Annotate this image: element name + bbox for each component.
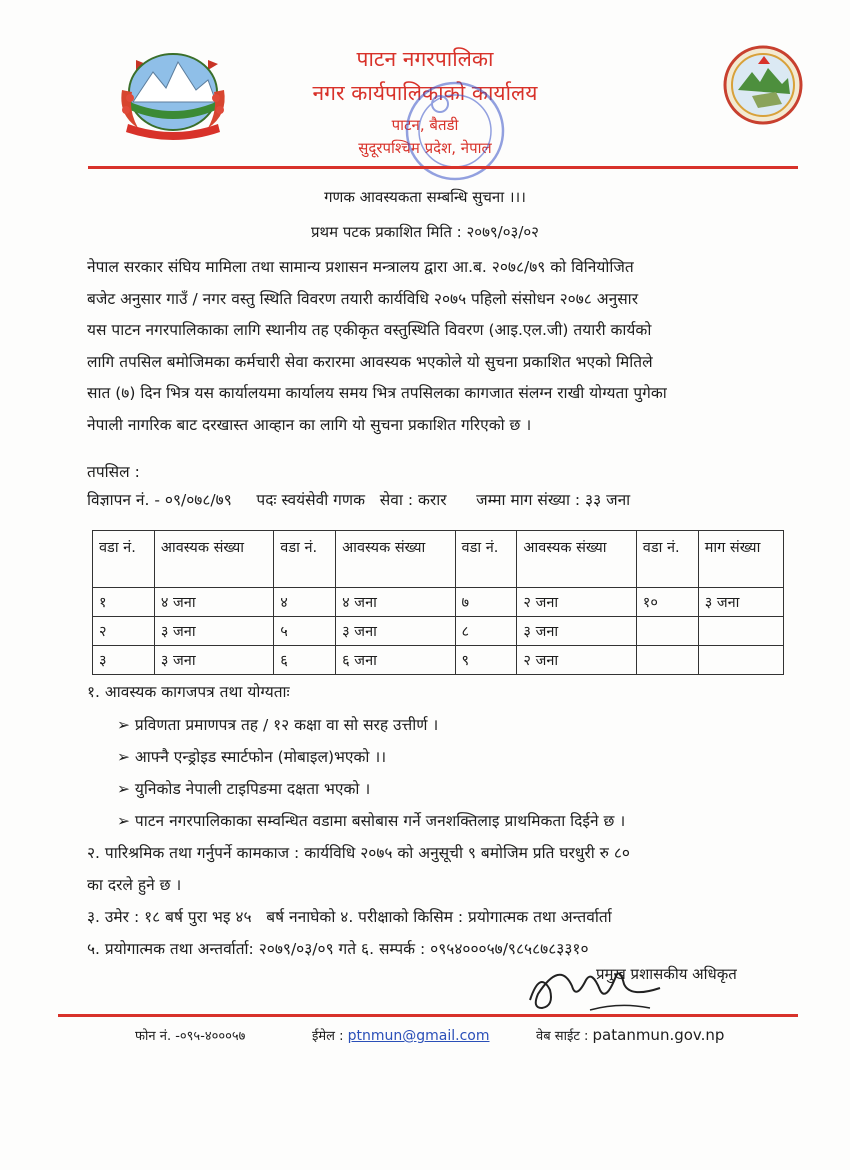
table-header-cell: वडा नं.	[455, 531, 517, 588]
body-line: यस पाटन नगरपालिकाका लागि स्थानीय तह एकीकृत वस्तुस्थिति विवरण (आइ.एल.जी) तयारी कार्यको	[87, 321, 652, 340]
table-header-cell: आवस्यक संख्या	[336, 531, 455, 588]
table-cell: ४ जना	[154, 588, 273, 617]
requirement-item	[117, 809, 625, 831]
published-date: प्रथम पटक प्रकाशित मिति : २०७९/०३/०२	[311, 223, 539, 241]
requirement-text: पाटन नगरपालिकाका सम्वन्धित वडामा बसोबास गर्ने जनशक्तिलाइ प्राथमिकता दिईने छ ।	[134, 812, 626, 830]
body-line: सात (७) दिन भित्र यस कार्यालयमा कार्यालय समय भित्र तपसिलका कागजात संलग्न राखी योग्यता पुगेका	[87, 384, 667, 403]
interview-contact-line: ५. प्रयोगात्मक तथा अन्तर्वार्ता: २०७९/०३/०९ गते ६. सम्पर्क : ०९५४०००५७/९८५८७८३३१०	[87, 940, 589, 958]
office-stamp	[400, 76, 510, 186]
requirement-text: प्रविणता प्रमाणपत्र तह / १२ कक्षा वा सो सरह उत्तीर्ण ।	[134, 716, 439, 734]
requirement-text: आफ्नै एन्ड्रोइड स्मार्टफोन (मोबाइल)भएको ।।	[134, 748, 387, 766]
table-row	[93, 588, 784, 617]
signatory-title: प्रमुख प्रशासकीय अधिकृत	[596, 965, 737, 983]
ad-line: विज्ञापन नं. - ०९/०७८/७९ पदः स्वयंसेवी गणक सेवा : करार जम्मा माग संख्या : ३३ जना	[87, 491, 631, 509]
ward-demand-table	[92, 530, 784, 675]
table-cell: ३ जना	[154, 646, 273, 675]
table-cell: ३ जना	[517, 617, 636, 646]
table-cell: ३ जना	[154, 617, 273, 646]
table-cell: १	[93, 588, 155, 617]
table-cell	[636, 646, 698, 675]
table-cell: ३ जना	[698, 588, 783, 617]
signature	[520, 950, 680, 1022]
table-cell: ७	[455, 588, 517, 617]
table-header-cell: आवस्यक संख्या	[517, 531, 636, 588]
table-header-cell: माग संख्या	[698, 531, 783, 588]
table-cell	[636, 617, 698, 646]
footer-website	[536, 1026, 724, 1044]
remuneration-line: २. पारिश्रमिक तथा गर्नुपर्ने कामकाज : कार्यविधि २०७५ को अनुसूची ९ बमोजिम प्रति घरधुरी रु ८०	[87, 844, 630, 862]
office-name: नगर कार्यपालिकाको कार्यालय	[312, 81, 538, 105]
requirement-item	[117, 713, 438, 735]
email-label: ईमेल :	[312, 1029, 344, 1044]
requirement-item	[117, 745, 386, 767]
table-cell: ९	[455, 646, 517, 675]
tapsil-label: तपसिल :	[87, 463, 140, 481]
org-name: पाटन नगरपालिका	[356, 47, 494, 71]
office-province: सुदूरपश्चिम प्रदेश, नेपाल	[358, 139, 492, 157]
footer-rule	[58, 1014, 798, 1017]
table-cell: ४ जना	[336, 588, 455, 617]
requirement-text: युनिकोड नेपाली टाइपिङमा दक्षता भएको ।	[134, 780, 371, 798]
table-cell: ५	[274, 617, 336, 646]
email-link[interactable]: ptnmun@gmail.com	[347, 1028, 490, 1044]
table-header-cell: वडा नं.	[274, 531, 336, 588]
table-cell: २ जना	[517, 588, 636, 617]
remuneration-line-2: का दरले हुने छ ।	[87, 876, 182, 894]
table-cell: २ जना	[517, 646, 636, 675]
table-cell: २	[93, 617, 155, 646]
table-cell: ८	[455, 617, 517, 646]
arrow-bullet-icon: ➢	[117, 748, 135, 766]
requirement-item	[117, 777, 370, 799]
body-line: नेपाली नागरिक बाट दरखास्त आव्हान का लागि यो सुचना प्रकाशित गरिएको छ ।	[87, 415, 532, 434]
notice-title: गणक आवस्यकता सम्बन्धि सुचना ।।।	[324, 188, 526, 206]
body-line: लागि तपसिल बमोजिमका कर्मचारी सेवा करारमा आवस्यक भएकोले यो सुचना प्रकाशित भएको मितिले	[87, 352, 653, 371]
table-header-cell: आवस्यक संख्या	[154, 531, 273, 588]
table-cell: ३ जना	[336, 617, 455, 646]
table-cell: ३	[93, 646, 155, 675]
header-rule	[88, 166, 798, 169]
arrow-bullet-icon: ➢	[117, 812, 135, 830]
website-link[interactable]: patanmun.gov.np	[592, 1026, 725, 1044]
table-row	[93, 617, 784, 646]
requirements-heading: १. आवस्यक कागजपत्र तथा योग्यताः	[87, 683, 290, 701]
footer-phone: फोन नं. -०९५-४०००५७	[135, 1029, 246, 1044]
website-label: वेब साईट :	[536, 1029, 589, 1044]
table-header-cell: वडा नं.	[93, 531, 155, 588]
body-line: बजेट अनुसार गाउँ / नगर वस्तु स्थिति विवरण तयारी कार्यविधि २०७५ पहिलो संसोधन २०७८ अनुसार	[87, 289, 639, 308]
table-cell: १०	[636, 588, 698, 617]
table-header-row	[93, 531, 784, 588]
arrow-bullet-icon: ➢	[117, 716, 135, 734]
table-cell: ६	[274, 646, 336, 675]
table-cell	[698, 617, 783, 646]
arrow-bullet-icon: ➢	[117, 780, 135, 798]
table-row	[93, 646, 784, 675]
age-exam-line: ३. उमेर : १८ बर्ष पुरा भइ ४५ बर्ष ननाघेको ४. परीक्षाको किसिम : प्रयोगात्मक तथा अन्तर्वार्ता	[87, 908, 612, 926]
footer-email	[312, 1026, 490, 1044]
table-cell: ४	[274, 588, 336, 617]
body-line: नेपाल सरकार संघिय मामिला तथा सामान्य प्रशासन मन्त्रालय द्वारा आ.ब. २०७८/७९ को विनियोजित	[87, 258, 634, 276]
table-cell: ६ जना	[336, 646, 455, 675]
table-header-cell: वडा नं.	[636, 531, 698, 588]
office-location: पाटन, बैतडी	[391, 116, 459, 134]
notice-body	[87, 252, 787, 442]
table-cell	[698, 646, 783, 675]
